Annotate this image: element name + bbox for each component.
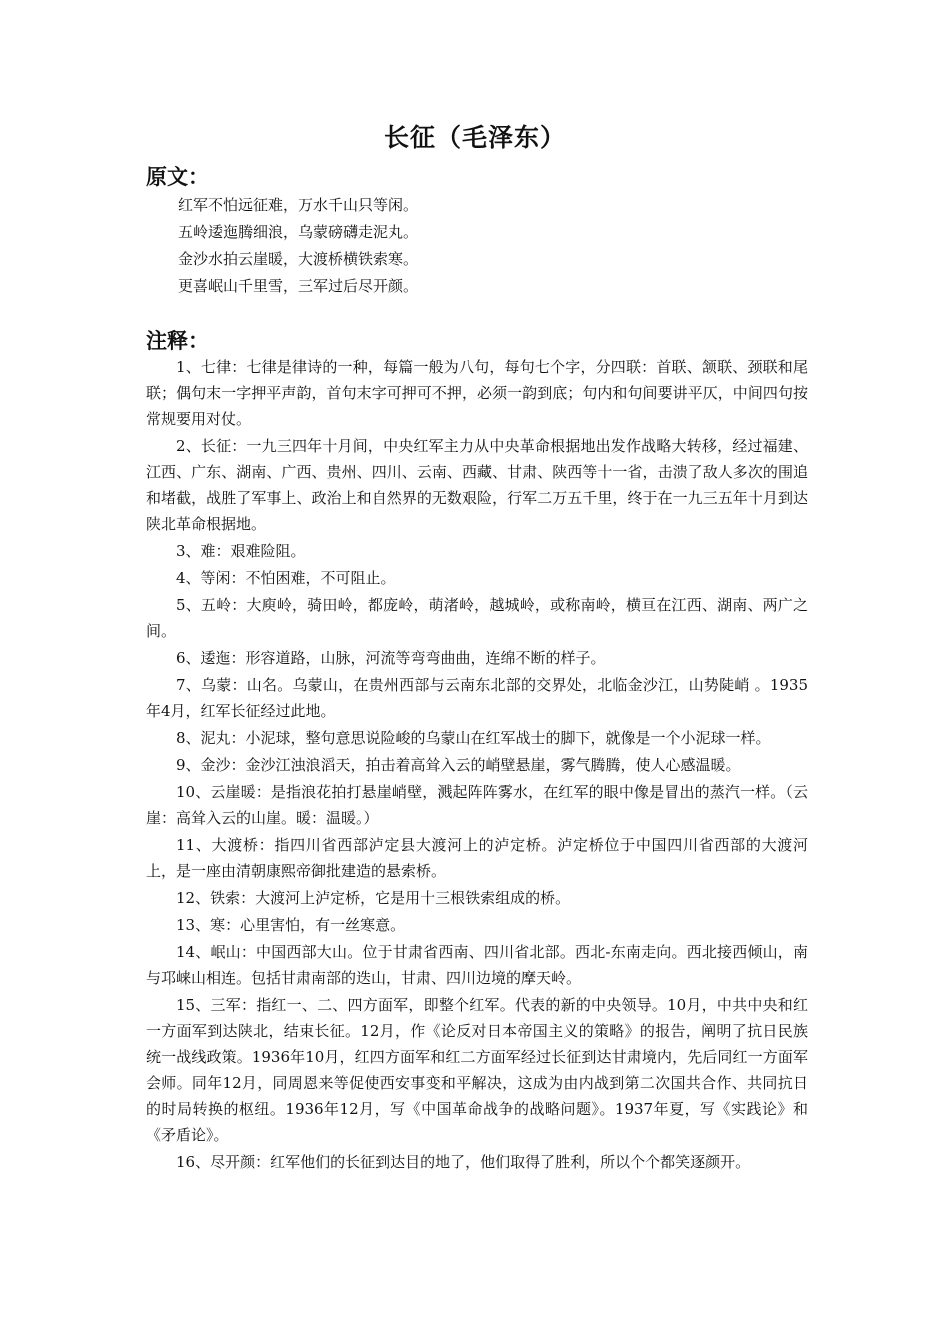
notes-heading: 注释：	[146, 329, 209, 353]
note-item: 3、难：艰难险阻。	[176, 542, 306, 560]
poem-line: 金沙水拍云崖暖，大渡桥横铁索寒。	[178, 250, 419, 268]
note-item: 10、云崖暖：是指浪花拍打悬崖峭壁，溅起阵阵雾水，在红军的眼中像是冒出的蒸汽一样。（云崖：高耸入云的山崖。暖：温暖。）	[146, 783, 808, 827]
note-item: 12、铁索：大渡河上泸定桥，它是用十三根铁索组成的桥。	[176, 889, 571, 907]
note-item: 1、七律：七律是律诗的一种，每篇一般为八句，每句七个字，分四联：首联、颔联、颈联和尾联；偶句末一字押平声韵，首句末字可押可不押，必须一韵到底；句内和句间要讲平仄，中间四句按常规要用对仗。	[146, 358, 808, 428]
note-item: 2、长征：一九三四年十月间，中央红军主力从中央革命根据地出发作战略大转移，经过福建、江西、广东、湖南、广西、贵州、四川、云南、西藏、甘肃、陕西等十一省，击溃了敌人多次的围追和堵截，战胜了军事上、政治上和自然界的无数艰险，行军二万五千里，终于在一九三五年十月到达陕北革命根据地。	[146, 437, 808, 533]
note-item: 9、金沙：金沙江浊浪滔天，拍击着高耸入云的峭壁悬崖，雾气腾腾，使人心感温暖。	[176, 756, 741, 774]
poem-line: 红军不怕远征难，万水千山只等闲。	[178, 196, 419, 214]
note-item: 8、泥丸：小泥球，整句意思说险峻的乌蒙山在红军战士的脚下，就像是一个小泥球一样。	[176, 729, 771, 747]
note-item: 13、寒：心里害怕，有一丝寒意。	[176, 916, 406, 934]
poem-body	[178, 192, 418, 300]
note-item: 14、岷山：中国西部大山。位于甘肃省西南、四川省北部。西北-东南走向。西北接西倾山，南与邛崃山相连。包括甘肃南部的迭山，甘肃、四川边境的摩天岭。	[146, 943, 808, 987]
poem-line: 更喜岷山千里雪，三军过后尽开颜。	[178, 277, 419, 295]
note-item: 6、逶迤：形容道路，山脉，河流等弯弯曲曲，连绵不断的样子。	[176, 649, 606, 667]
poem-heading: 原文：	[146, 165, 209, 189]
note-item: 5、五岭：大庾岭，骑田岭，都庞岭，萌渚岭，越城岭，或称南岭，横亘在江西、湖南、两广之间。	[146, 596, 808, 640]
note-item: 7、乌蒙：山名。乌蒙山，在贵州西部与云南东北部的交界处，北临金沙江，山势陡峭 。1935年4月，红军长征经过此地。	[146, 676, 808, 720]
notes-list	[146, 354, 808, 1176]
note-item: 4、等闲：不怕困难，不可阻止。	[176, 569, 396, 587]
note-item: 15、三军：指红一、二、四方面军，即整个红军。代表的新的中央领导。10月，中共中央和红一方面军到达陕北，结束长征。12月，作《论反对日本帝国主义的策略》的报告，阐明了抗日民族统一战线政策。1936年10月，红四方面军和红二方面军经过长征到达甘肃境内，先后同红一方面军会师。同年12月，同周恩来等促使西安事变和平解决，这成为由内战到第二次国共合作、共同抗日的时局转换的枢纽。1936年12月，写《中国革命战争的战略问题》。1937年夏，写《实践论》和《矛盾论》。	[146, 996, 808, 1144]
note-item: 16、尽开颜：红军他们的长征到达目的地了，他们取得了胜利，所以个个都笑逐颜开。	[176, 1153, 751, 1171]
document-title: 长征（毛泽东）	[383, 123, 566, 152]
note-item: 11、大渡桥：指四川省西部泸定县大渡河上的泸定桥。泸定桥位于中国四川省西部的大渡河上，是一座由清朝康熙帝御批建造的悬索桥。	[146, 836, 808, 880]
poem-line: 五岭逶迤腾细浪，乌蒙磅礴走泥丸。	[178, 223, 419, 241]
